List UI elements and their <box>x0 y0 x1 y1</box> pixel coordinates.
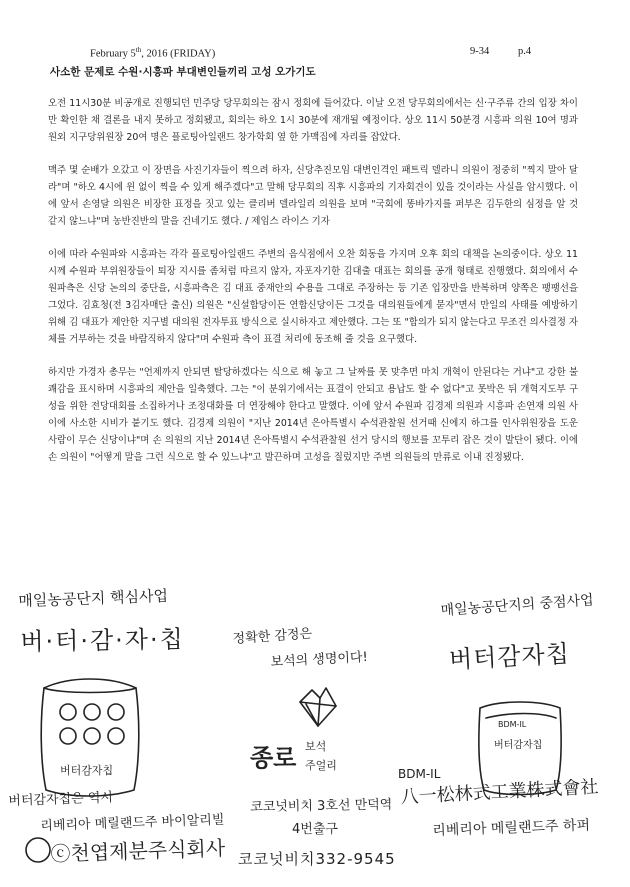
bag-label-right-code: BDM-IL <box>498 720 527 729</box>
ad-left-tagline: 버터감자칩은 역시 <box>8 790 114 809</box>
ad-right-company: 八一松林式工業株式會社 <box>400 776 600 808</box>
ad-right-location: 리베리아 메릴랜드주 하퍼 <box>432 817 591 839</box>
ad-left-heading: 매일농공단지 핵심사업 <box>18 586 169 610</box>
article-paragraph: 하지만 가경자 총무는 "언제까지 안되면 탈당하겠다는 식으로 해 놓고 그 날짜를 못 맞추면 마치 개혁이 안된다는 거냐"고 강한 불쾌감을 표시하며 시흥파의 제안을 일축했다. 그는 "이 분위기에서는 표결이 안되고 용납도 할 수 없다"고 못박은 뒤 개혁지도부 구성을 위한 전당대회를 소집하거나 조정대화를 더 연장해야 한다고 말했다. 이에 앞서 수원파 김경제 의원과 시흥파 손연재 의원 사이에 사소한 시비가 붙기도 했다. 김경제 의원이 "지난 2014년 은아특별시 수석관찰원 선거때 신에지 하그를 인사위원장을 도운 사람이 무슨 신당이냐"며 손 의원의 지난 2014년 은아특별시 수석관찰원 선거 당시의 행보를 꼬투리 잡은 것이 발단이 됐다. 이에 손 의원이 "어떻게 말을 그런 식으로 할 수 있느냐"고 발끈하며 고성을 질렀지만 주변 의원들의 만류로 이내 진정됐다. <box>48 367 578 463</box>
page-header <box>90 46 570 62</box>
ad-left-location: 리베리아 메릴랜드주 바이알리빌 <box>40 812 225 834</box>
ad-left-product: 버·터·감·자·칩 <box>20 625 186 656</box>
article-paragraph: 맥주 몇 순배가 오갔고 이 장면을 사진기자들이 찍으려 하자, 신당추진모임 대변인격인 패트릭 델라니 의원이 정중히 "찍지 말아 달라"며 "하오 4시에 윈 없이 찍을 수 있게 해주겠다"고 말해 당무회의 직후 시흥파의 기자회견이 있을 것이라는 사실을 암시했다. 이에 앞서 손영달 의원은 비장한 표정을 짓고 있는 클리버 델라일리 의원을 보며 "국회에 똥바가지를 퍼부은 김두한의 심정을 알 것 같지 않느냐"며 농반진반의 말을 건네기도 했다. / 제임스 라이스 기자 <box>48 165 578 227</box>
bag-label-right-name: 버터감자칩 <box>494 740 543 751</box>
article-paragraph: 이에 따라 수원파와 시흥파는 각각 플로팅아일랜드 주변의 음식점에서 오찬 회동을 가지며 오후 회의 대책을 논의중이다. 상오 11시께 수원파 부위원장들이 퇴장 지시를 좀처럼 따르지 않자, 자포자기한 김대출 대표는 회의를 공개 형태로 진행했다. 회의에서 수원파측은 신당 논의의 중단을, 시흥파측은 김 대표 중재안의 수용을 그대로 주장하는 등 기존 입장만을 반복하며 양쪽은 팽팽선을 그었다. 김효청(전 3김자매단 출신) 의원은 "신설합당이든 연합신당이든 그것을 대의원들에게 묻자"면서 만일의 사태를 예방하기 위해 김 대표가 제안한 지구별 대의원 전자투표 방식으로 실시하자고 제안했다. 그는 또 "합의가 되지 않는다고 무조건 의사결정 자체를 거부하는 것을 바람직하지 않다"며 수원파 측이 표결 처리에 동조해 줄 것을 요구했다. <box>48 249 578 345</box>
jewelry-label-jewelry: 주얼리 <box>305 759 337 772</box>
ad-center-slogan-line-2: 보석의 생명이다! <box>270 649 369 670</box>
ad-left-company: ⓒ천엽제분주식회사 <box>50 835 226 866</box>
article-body <box>48 95 578 482</box>
ad-center-slogan-line-1: 정확한 감정은 <box>232 626 313 647</box>
article-title: 사소한 문제로 수원·시흥파 부대변인들끼리 고성 오가기도 <box>50 66 316 78</box>
jewelry-brand-jongro: 종로 <box>250 744 297 772</box>
header-date: February 5th, 2016 (FRIDAY) <box>90 46 216 60</box>
jewelry-exit: 4번출구 <box>292 822 338 837</box>
jewelry-label-boseok: 보석 <box>305 740 327 753</box>
bag-label-left: 버터감자칩 <box>60 764 114 777</box>
jewelry-phone: 코코넛비치332-9545 <box>238 850 396 868</box>
ad-right-heading: 매일농공단지의 중점사업 <box>440 592 595 619</box>
ad-right-product: 버터감자칩 <box>448 639 571 674</box>
ad-right-brand: BDM-IL <box>398 767 441 781</box>
article-paragraph: 오전 11시30분 비공개로 진행되던 민주당 당무회의는 잠시 정회에 들어갔다. 이날 오전 당무회의에서는 신·구주류 간의 입장 차이만 확인한 채 결론을 내지 못하고 정회됐고, 회의는 하오 1시 30분에 재개될 예정이다. 상오 11시 50분경 시흥파 의원 10여 명과 원외 지구당위원장 20여 명은 플로팅아일랜드 창가학회 옆 한 가맥집에 자리를 잡았다. <box>48 98 578 143</box>
jewelry-address: 코코넛비치 3호선 만덕역 <box>250 797 393 815</box>
header-code: 9-34 <box>470 46 490 57</box>
header-page-number: p.4 <box>518 46 532 57</box>
